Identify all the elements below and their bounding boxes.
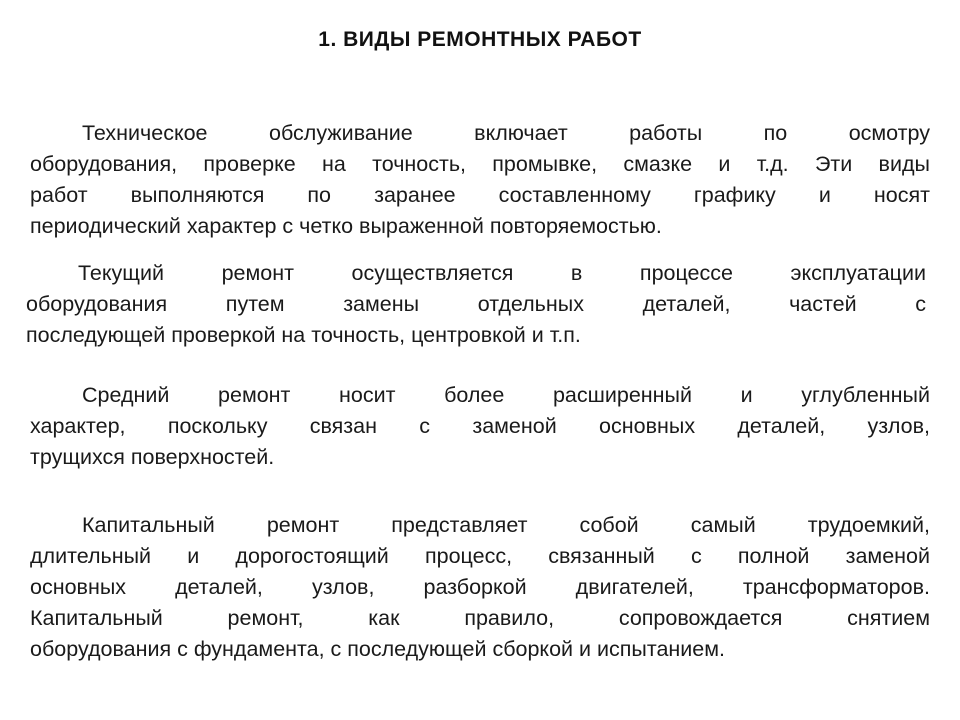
paragraph-line: Текущий ремонт осуществляется в процессе эксплуатации — [78, 261, 926, 285]
paragraph-capital-repair — [30, 510, 930, 665]
paragraph-line: характер, поскольку связан с заменой основных деталей, узлов, — [30, 414, 930, 438]
paragraph-current-repair — [26, 258, 926, 351]
paragraph-line: Техническое обслуживание включает работы по осмотру — [82, 121, 930, 145]
paragraph-medium-repair — [30, 380, 930, 473]
paragraph-line: периодический характер с четко выраженной повторяемостью. — [30, 214, 662, 238]
paragraph-line: основных деталей, узлов, разборкой двигателей, трансформаторов. — [30, 575, 930, 599]
paragraph-line: последующей проверкой на точность, центровкой и т.п. — [26, 323, 581, 347]
paragraph-line: Средний ремонт носит более расширенный и углубленный — [82, 383, 930, 407]
paragraph-line: оборудования, проверке на точность, промывке, смазке и т.д. Эти виды — [30, 152, 930, 176]
paragraph-line: трущихся поверхностей. — [30, 445, 275, 469]
paragraph-maintenance — [30, 118, 930, 242]
page-title: 1. ВИДЫ РЕМОНТНЫХ РАБОТ — [318, 28, 642, 51]
paragraph-line: Капитальный ремонт, как правило, сопровождается снятием — [30, 606, 930, 630]
paragraph-line: Капитальный ремонт представляет собой самый трудоемкий, — [82, 513, 930, 537]
paragraph-line: работ выполняются по заранее составленному графику и носят — [30, 183, 930, 207]
paragraph-line: оборудования путем замены отдельных деталей, частей с — [26, 292, 926, 316]
paragraph-line: длительный и дорогостоящий процесс, связанный с полной заменой — [30, 544, 930, 568]
paragraph-line: оборудования с фундамента, с последующей сборкой и испытанием. — [30, 637, 726, 661]
